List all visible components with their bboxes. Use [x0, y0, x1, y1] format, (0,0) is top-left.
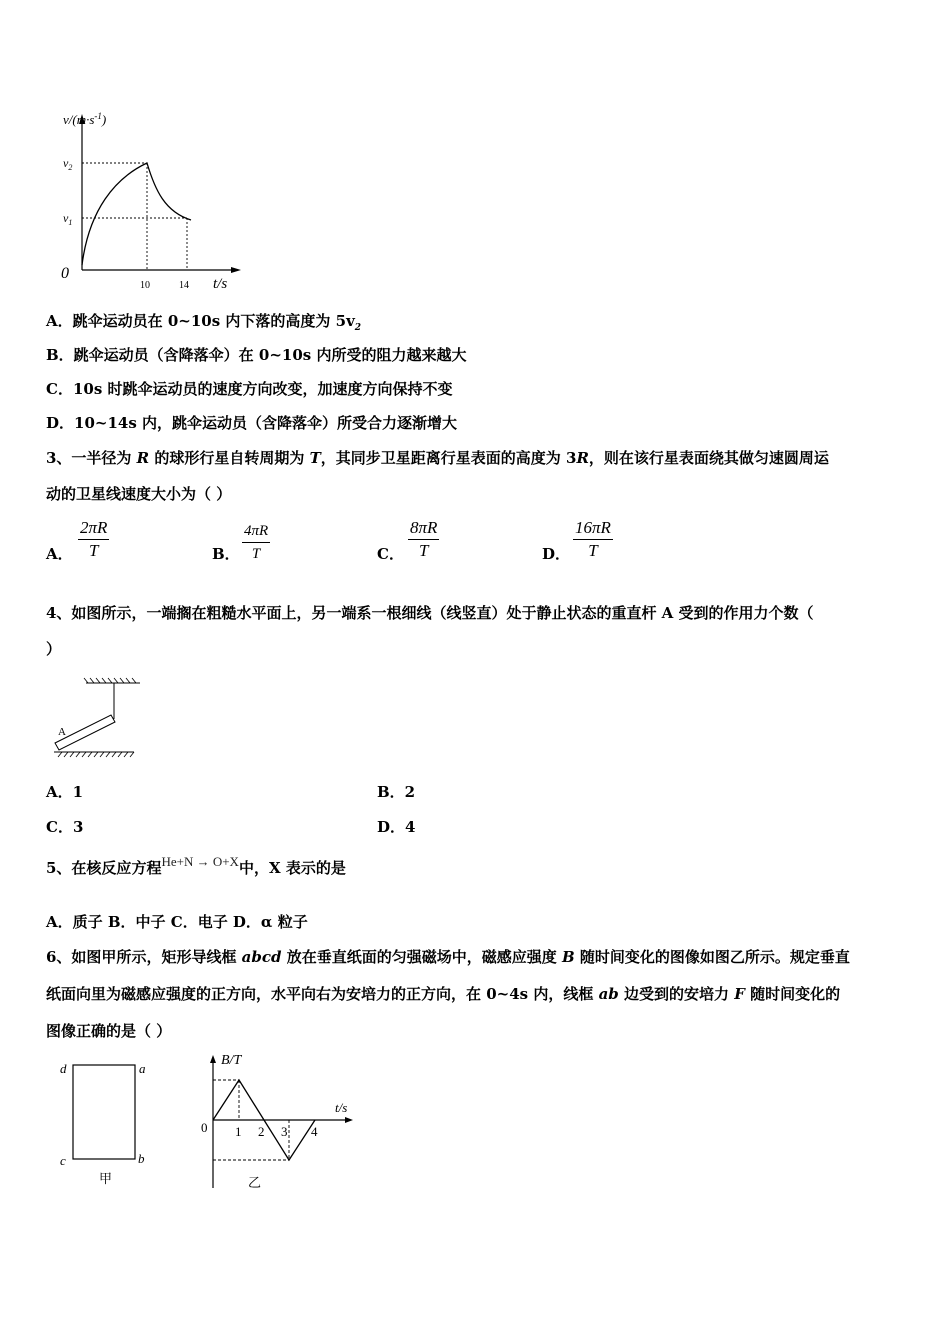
q3-option-d-fraction: $\frac{16\pi R}{T}$: [575, 518, 611, 560]
q2-option-c: C．10s 时跳伞运动员的速度方向改变，加速度方向保持不变: [46, 380, 453, 398]
figure-jia-caption: 甲: [99, 1171, 113, 1186]
q5-options: A．质子 B．中子 C．电子 D．α 粒子: [46, 913, 308, 931]
q3-option-b-label: B．: [212, 545, 240, 563]
v2-label: $v_2$: [63, 156, 73, 172]
b-t-graph: [195, 1050, 365, 1195]
graph-tick-3: 3: [281, 1124, 288, 1139]
q6-stem-line3: 图像正确的是（ ）: [46, 1022, 172, 1040]
graph-b-axis-label: B/T: [221, 1053, 242, 1068]
corner-b-label: b: [138, 1151, 145, 1166]
figure-yi-caption: 乙: [248, 1175, 262, 1190]
tick-14-label: 14: [179, 280, 189, 291]
q4-option-a: A．1: [46, 783, 84, 801]
tick-10-label: 10: [140, 280, 150, 291]
q3-option-b-fraction: $\frac{4\pi R}{T}$: [244, 523, 269, 562]
q4-option-d: D．4: [377, 818, 416, 836]
corner-d-label: d: [60, 1061, 67, 1076]
q4-option-c: C．3: [46, 818, 84, 836]
corner-a-label: a: [139, 1061, 146, 1076]
q2-option-d: D．10~14s 内，跳伞运动员（含降落伞）所受合力逐渐增大: [46, 414, 457, 432]
q4-stem-line2: ）: [46, 640, 62, 658]
q3-option-c-fraction: $\frac{8\pi R}{T}$: [410, 518, 438, 560]
q5-stem: 5、在核反应方程He+N → O+X中，X 表示的是: [46, 854, 346, 877]
graph-y-label: $v/(m\cdot s^{-1})$: [63, 111, 107, 127]
graph-x-label: t/s: [213, 276, 228, 292]
rod-diagram: [48, 675, 148, 765]
q4-option-b: B．2: [377, 783, 416, 801]
v1-label: $v_1$: [63, 211, 73, 227]
q3-stem-line1: 3、一半径为 R 的球形行星自转周期为 T，其同步卫星距离行星表面的高度为 3R，则在该行星表面绕其做匀速圆周运: [46, 449, 829, 467]
origin-label: 0: [61, 265, 69, 282]
rod-label: A: [58, 726, 66, 738]
graph-origin-label: 0: [201, 1120, 208, 1135]
graph-tick-2: 2: [258, 1124, 265, 1139]
graph-tick-1: 1: [235, 1124, 242, 1139]
corner-c-label: c: [60, 1153, 66, 1168]
q3-option-c-label: C．: [377, 545, 404, 563]
graph-t-axis-label: t/s: [335, 1100, 348, 1115]
graph-tick-4: 4: [311, 1124, 318, 1139]
q3-option-d-label: D．: [542, 545, 571, 563]
q6-stem-line2: 纸面向里为磁感应强度的正方向，水平向右为安培力的正方向，在 0~4s 内，线框 ab 边受到的安培力 F 随时间变化的: [46, 985, 841, 1003]
rectangle-frame-diagram: [55, 1055, 165, 1190]
velocity-time-graph: [55, 100, 255, 300]
q3-stem-line2: 动的卫星线速度大小为（ ）: [46, 485, 232, 503]
q4-stem-line1: 4、如图所示，一端搁在粗糙水平面上，另一端系一根细线（线竖直）处于静止状态的重直杆 A 受到的作用力个数（: [46, 604, 814, 622]
q2-option-a: A．跳伞运动员在 0~10s 内下落的高度为 $5v_2$: [46, 312, 362, 333]
q3-option-a-label: A．: [46, 545, 73, 563]
q3-option-a-fraction: $\frac{2\pi R}{T}$: [80, 518, 108, 560]
q6-stem-line1: 6、如图甲所示，矩形导线框 abcd 放在垂直纸面的匀强磁场中，磁感应强度 B 随时间变化的图像如图乙所示。规定垂直: [46, 948, 850, 966]
q2-option-b: B．跳伞运动员（含降落伞）在 0~10s 内所受的阻力越来越大: [46, 346, 467, 364]
nuclear-equation: He+N → O+X: [161, 854, 239, 869]
